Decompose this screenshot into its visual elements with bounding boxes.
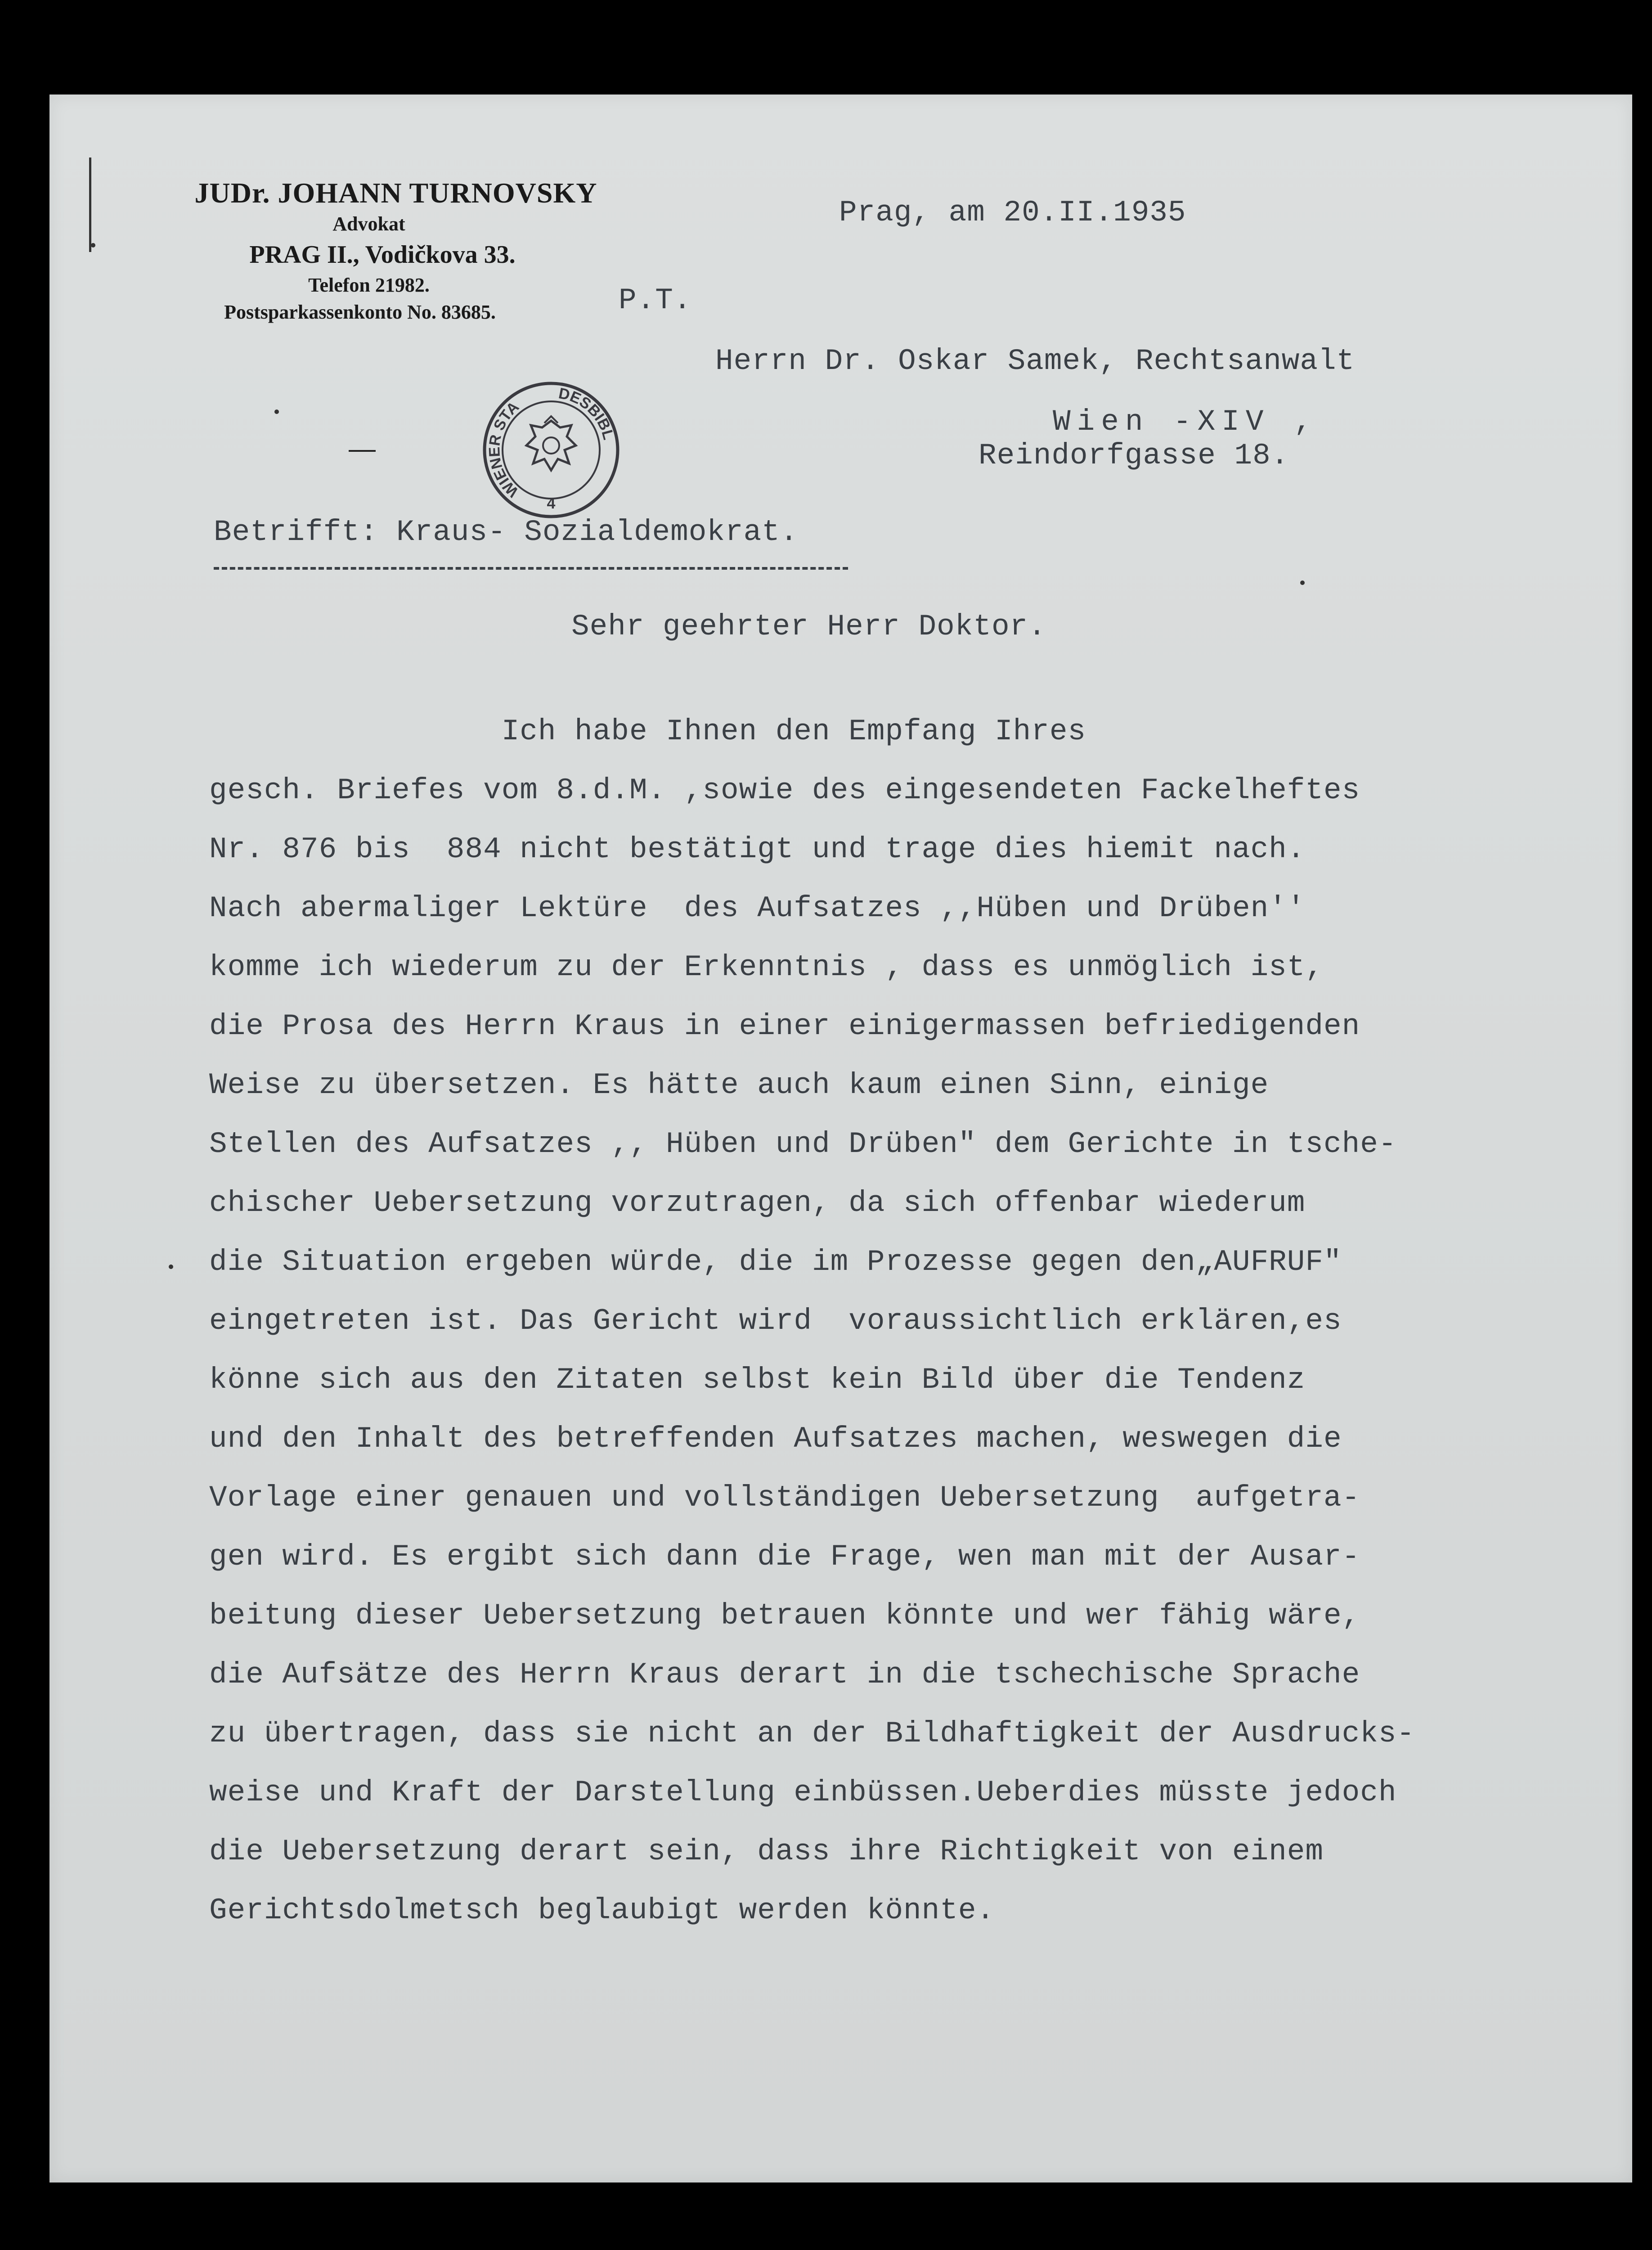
- library-stamp-seal: [477, 378, 621, 522]
- body-line: eingetreten ist. Das Gericht wird voraussichtlich erklären,es: [209, 1304, 1342, 1338]
- body-line: Gerichtsdolmetsch beglaubigt werden könnte.: [209, 1894, 995, 1927]
- recipient-name: Herrn Dr. Oskar Samek, Rechtsanwalt: [715, 344, 1355, 378]
- body-line: die Prosa des Herrn Kraus in einer einigermassen befriedigenden: [209, 1009, 1360, 1043]
- svg-text:WIENER STA: [486, 398, 522, 500]
- body-line: Nach abermaliger Lektüre des Aufsatzes ,,Hüben und Drüben'': [209, 891, 1306, 925]
- margin-mark: [89, 158, 91, 252]
- body-line: Nr. 876 bis 884 nicht bestätigt und trage dies hiemit nach.: [209, 832, 1306, 866]
- body-line: die Uebersetzung derart sein, dass ihre Richtigkeit von einem: [209, 1835, 1324, 1868]
- ink-dot: [274, 410, 279, 414]
- pt-abbreviation: P.T.: [619, 284, 692, 317]
- letter-body: [209, 702, 1559, 1940]
- ink-dot: [169, 1264, 173, 1269]
- stamp-right-text: DESBIBL: [557, 384, 617, 442]
- body-line: gen wird. Es ergibt sich dann die Frage, wen man mit der Ausar-: [209, 1540, 1360, 1574]
- body-line: Stellen des Aufsatzes ,, Hüben und Drüben" dem Gerichte in tsche-: [209, 1127, 1397, 1161]
- body-line: Weise zu übersetzen. Es hätte auch kaum einen Sinn, einige: [209, 1068, 1269, 1102]
- body-line: die Situation ergeben würde, die im Prozesse gegen den„AUFRUF": [209, 1245, 1342, 1279]
- letterhead-postal-account: Postsparkassenkonto No. 83685.: [224, 301, 496, 323]
- letterhead-name: JUDr. JOHANN TURNOVSKY: [194, 177, 597, 209]
- salutation: Sehr geehrter Herr Doktor.: [571, 610, 1046, 644]
- subject-underline: [214, 567, 848, 570]
- stamp-number: 4: [547, 495, 556, 512]
- letterhead-title: Advokat: [332, 213, 405, 235]
- body-line: die Aufsätze des Herrn Kraus derart in die tschechische Sprache: [209, 1658, 1360, 1692]
- body-line: Vorlage einer genauen und vollständigen Uebersetzung aufgetra-: [209, 1481, 1360, 1515]
- body-line: chischer Uebersetzung vorzutragen, da sich offenbar wiederum: [209, 1186, 1306, 1220]
- ink-dot: [1300, 580, 1305, 585]
- body-line: und den Inhalt des betreffenden Aufsatzes machen, weswegen die: [209, 1422, 1342, 1456]
- body-line: Ich habe Ihnen den Empfang Ihres: [209, 715, 1086, 748]
- body-line: zu übertragen, dass sie nicht an der Bildhaftigkeit der Ausdrucks-: [209, 1717, 1415, 1750]
- letterhead-phone: Telefon 21982.: [308, 274, 430, 296]
- stamp-left-text: WIENER STA: [485, 398, 522, 500]
- letter-page: [49, 94, 1632, 2182]
- recipient-street: Reindorfgasse 18.: [979, 439, 1289, 472]
- letterhead-address: PRAG II., Vodičkova 33.: [249, 241, 516, 269]
- body-line: beitung dieser Uebersetzung betrauen könnte und wer fähig wäre,: [209, 1599, 1360, 1633]
- body-line: könne sich aus den Zitaten selbst kein Bild über die Tendenz: [209, 1363, 1306, 1397]
- eagle-emblem-icon: [526, 416, 576, 470]
- letterhead: [126, 176, 666, 326]
- body-line: gesch. Briefes vom 8.d.M. ,sowie des eingesendeten Fackelheftes: [209, 774, 1360, 807]
- ink-dot: [91, 243, 95, 248]
- letterhead-divider: [349, 450, 376, 452]
- subject-line: Betrifft: Kraus- Sozialdemokrat.: [214, 515, 799, 549]
- letter-date: Prag, am 20.II.1935: [839, 196, 1186, 230]
- body-line: weise und Kraft der Darstellung einbüssen.Ueberdies müsste jedoch: [209, 1776, 1397, 1809]
- recipient-city: Wien -XIV ,: [1053, 405, 1318, 439]
- body-line: komme ich wiederum zu der Erkenntnis , dass es unmöglich ist,: [209, 950, 1324, 984]
